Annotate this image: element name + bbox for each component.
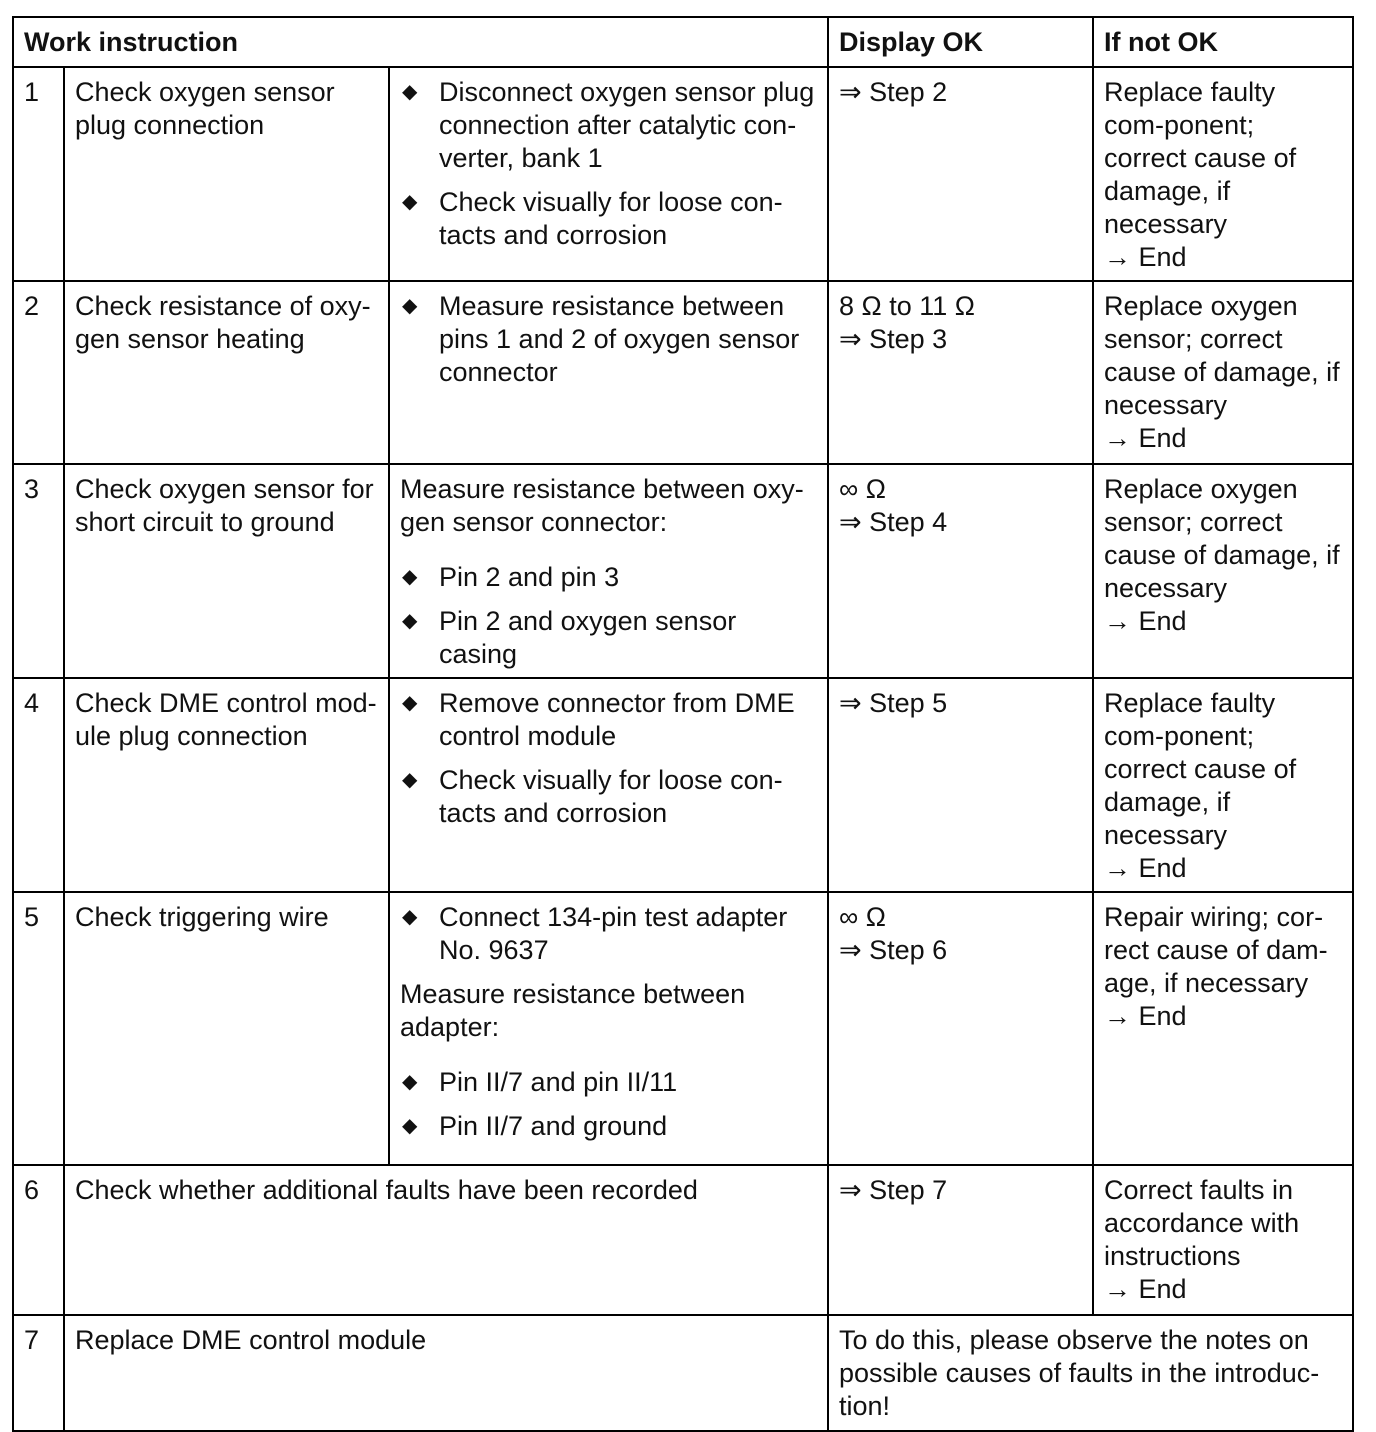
diamond-bullet-icon: ◆ [402,566,418,588]
list-item: ◆ Check visually for loose con-tacts and corrosion [402,187,783,250]
if-not-ok-cell [1093,464,1353,678]
next-step-text: ⇒ Step 6 [839,935,948,965]
next-step-text: ⇒ Step 4 [839,507,948,537]
diamond-bullet-icon: ◆ [402,610,418,632]
step-procedure [389,892,828,1165]
display-ok-cell [828,67,1093,281]
diamond-bullet-icon: ◆ [402,1115,418,1137]
step-number: 6 [13,1165,64,1315]
diamond-bullet-icon: ◆ [402,769,418,791]
list-item: ◆ Check visually for loose con-tacts and corrosion [402,765,783,828]
remedy-text: Repair wiring; cor-rect cause of dam-age, if necessary [1104,902,1328,998]
list-item: ◆ Connect 134-pin test adapter No. 9637 [402,902,788,965]
step-title: Check whether additional faults have been recorded [64,1165,828,1315]
diamond-bullet-icon: ◆ [402,1071,418,1093]
list-item: ◆ Pin 2 and pin 3 [402,562,620,592]
table-row [13,1315,1353,1431]
end-text: → End [1104,1274,1187,1304]
header-row [13,17,1353,67]
step-number: 1 [13,67,64,281]
step-title: Check DME control mod-ule plug connection [64,678,389,892]
list-item: ◆ Pin 2 and oxygen sensor casing [402,606,737,669]
end-text: → End [1104,423,1187,453]
diamond-bullet-icon: ◆ [402,81,418,103]
end-text: → End [1104,853,1187,883]
remedy-text: Replace oxygen sensor; correct cause of damage, if necessary [1104,474,1340,603]
table-row [13,464,1353,678]
if-not-ok-cell [1093,678,1353,892]
table-row [13,892,1353,1165]
end-text: → End [1104,1001,1187,1031]
step-number: 5 [13,892,64,1165]
expected-value-text: ∞ Ω [839,474,886,504]
step-note: To do this, please observe the notes on possible causes of faults in the introduc-tion! [828,1315,1353,1431]
procedure-middle: Measure resistance between adapter: [400,979,746,1042]
header-if-not-ok: If not OK [1093,17,1353,67]
procedure-intro: Measure resistance between oxy-gen sensor connector: [400,474,804,537]
display-ok-cell [828,1165,1093,1315]
diamond-bullet-icon: ◆ [402,191,418,213]
remedy-text: Replace faulty com-ponent; correct cause of damage, if necessary [1104,77,1297,239]
step-title: Check triggering wire [64,892,389,1165]
step-number: 2 [13,281,64,464]
table-row [13,678,1353,892]
next-step-text: ⇒ Step 3 [839,324,948,354]
list-item: ◆ Disconnect oxygen sensor plug connection after catalytic con-verter, bank 1 [402,77,815,173]
list-item: ◆ Measure resistance between pins 1 and 2 of oxygen sensor connector [402,291,800,387]
step-procedure [389,67,828,281]
expected-value-text: ∞ Ω [839,902,886,932]
diamond-bullet-icon: ◆ [402,906,418,928]
if-not-ok-cell [1093,67,1353,281]
next-step-text: ⇒ Step 2 [839,77,948,107]
list-item: ◆ Remove connector from DME control module [402,688,795,751]
if-not-ok-cell [1093,892,1353,1165]
header-work-instruction: Work instruction [13,17,828,67]
list-item: ◆ Pin II/7 and ground [402,1111,668,1141]
step-number: 3 [13,464,64,678]
step-number: 7 [13,1315,64,1431]
table-row [13,1165,1353,1315]
if-not-ok-cell [1093,281,1353,464]
table-row [13,67,1353,281]
step-procedure [389,281,828,464]
step-procedure [389,678,828,892]
list-item: ◆ Pin II/7 and pin II/11 [402,1067,678,1097]
remedy-text: Replace oxygen sensor; correct cause of damage, if necessary [1104,291,1340,420]
if-not-ok-cell [1093,1165,1353,1315]
diamond-bullet-icon: ◆ [402,295,418,317]
next-step-text: ⇒ Step 7 [839,1175,948,1205]
display-ok-cell [828,281,1093,464]
header-display-ok: Display OK [828,17,1093,67]
next-step-text: ⇒ Step 5 [839,688,948,718]
step-title: Check oxygen sensor for short circuit to ground [64,464,389,678]
table-row [13,281,1353,464]
step-number: 4 [13,678,64,892]
step-procedure [389,464,828,678]
step-title: Replace DME control module [64,1315,828,1431]
display-ok-cell [828,892,1093,1165]
end-text: → End [1104,242,1187,272]
step-title: Check resistance of oxy-gen sensor heating [64,281,389,464]
expected-value-text: 8 Ω to 11 Ω [839,291,975,321]
remedy-text: Correct faults in accordance with instructions [1104,1175,1300,1271]
step-title: Check oxygen sensor plug connection [64,67,389,281]
end-text: → End [1104,606,1187,636]
remedy-text: Replace faulty com-ponent; correct cause of damage, if necessary [1104,688,1297,850]
display-ok-cell [828,678,1093,892]
display-ok-cell [828,464,1093,678]
work-instruction-table [12,16,1354,1432]
diamond-bullet-icon: ◆ [402,692,418,714]
